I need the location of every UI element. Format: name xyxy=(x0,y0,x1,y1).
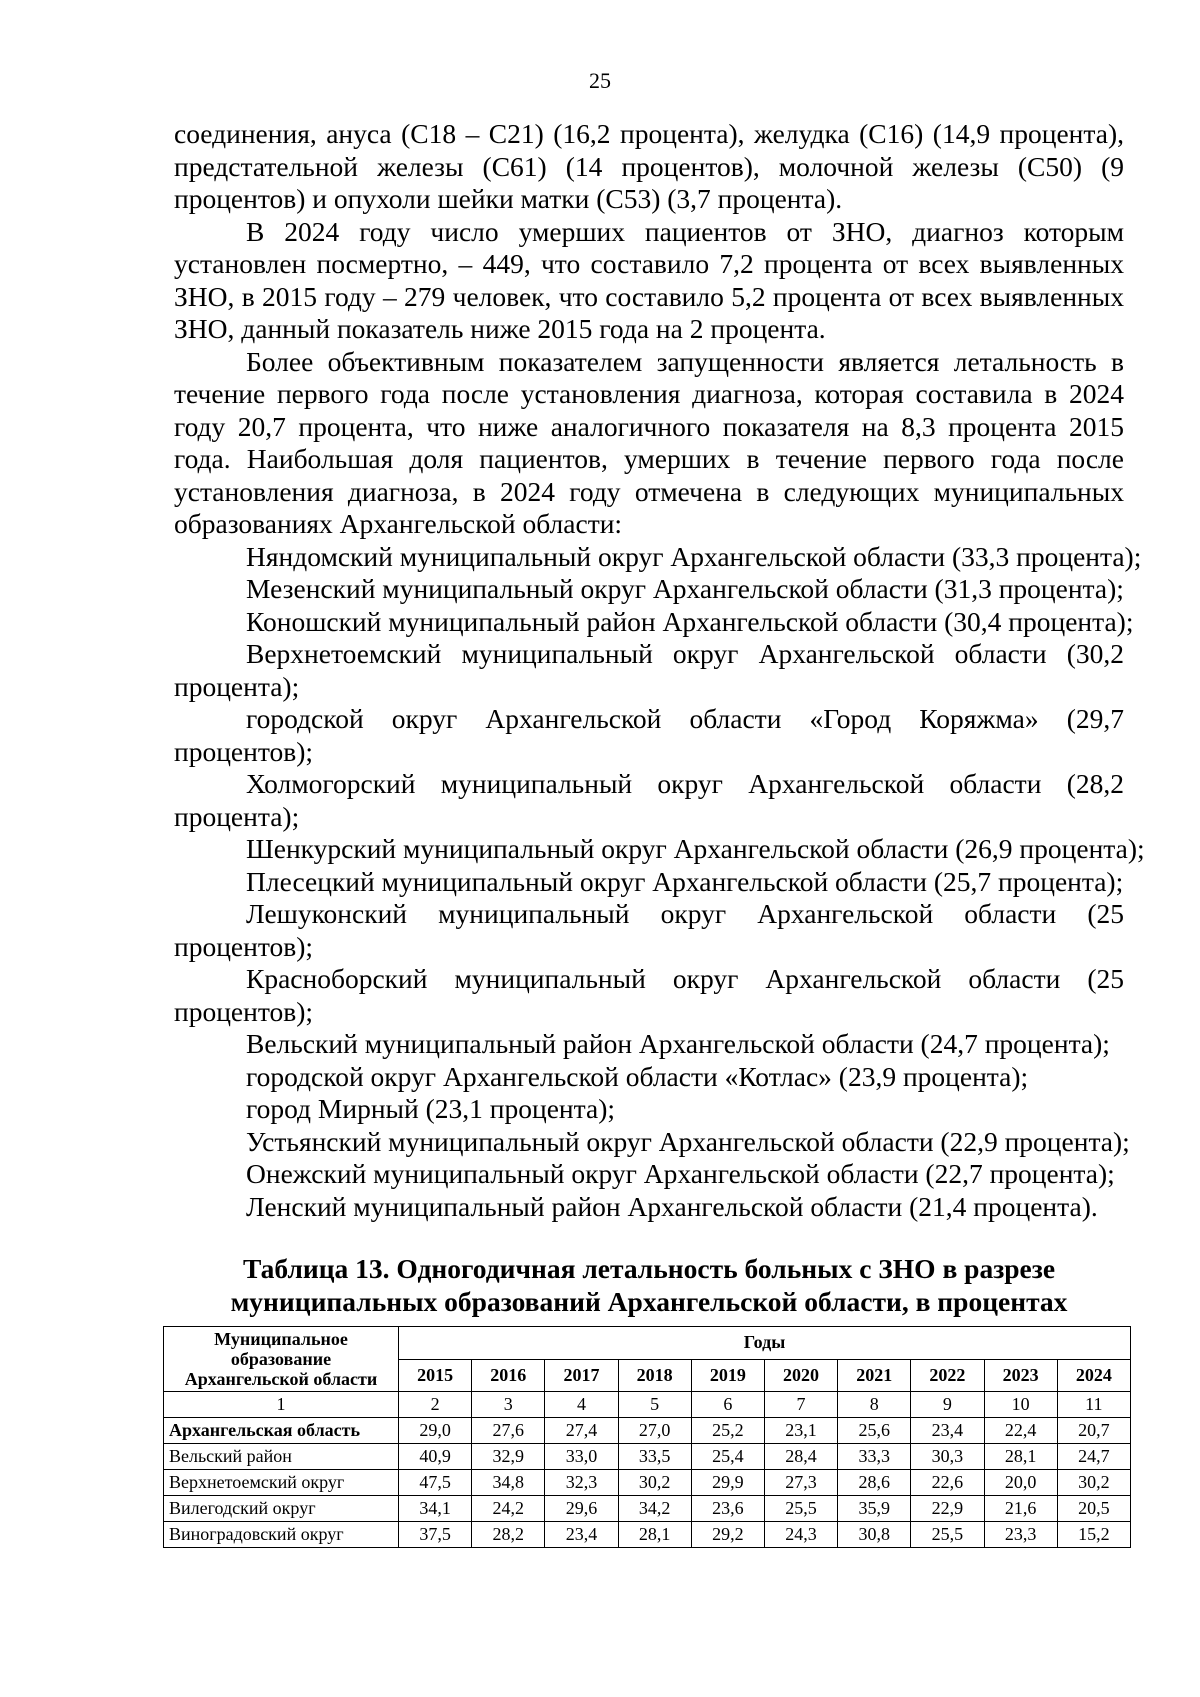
table-row xyxy=(164,1522,1131,1548)
table-cell: 23,1 xyxy=(764,1418,837,1444)
paragraph-continuation: соединения, ануса (С18 – С21) (16,2 процента), желудка (С16) (14,9 процента), предстательной железы (С61) (14 процентов), молочной железы (С50) (9 процентов) и опухоли шейки матки (С53) (3,7 процента). xyxy=(174,118,1124,214)
table-cell: 21,6 xyxy=(984,1496,1057,1522)
table-title: Таблица 13. Одногодичная летальность больных с ЗНО в разрезе муниципальных образований Архангельской области, в процентах xyxy=(230,1253,1068,1317)
table-cell: 25,2 xyxy=(691,1418,764,1444)
column-number: 10 xyxy=(984,1392,1057,1418)
table-cell: 34,1 xyxy=(399,1496,472,1522)
table-cell: 35,9 xyxy=(838,1496,911,1522)
row-label: Вилегодский округ xyxy=(164,1496,399,1522)
list-item: Вельский муниципальный район Архангельской области (24,7 процента); xyxy=(246,1028,1110,1059)
year-header: 2022 xyxy=(911,1359,984,1392)
table-row xyxy=(164,1496,1131,1522)
list-item: Плесецкий муниципальный округ Архангельской области (25,7 процента); xyxy=(246,865,1124,897)
table-cell: 28,4 xyxy=(764,1444,837,1470)
list-item: город Мирный (23,1 процента); xyxy=(246,1093,615,1124)
column-number: 9 xyxy=(911,1392,984,1418)
table-cell: 25,6 xyxy=(838,1418,911,1444)
table-cell: 25,4 xyxy=(691,1444,764,1470)
table-cell: 23,3 xyxy=(984,1522,1057,1548)
row-label: Виноградовский округ xyxy=(164,1522,399,1548)
table-cell: 27,4 xyxy=(545,1418,618,1444)
table-cell: 30,2 xyxy=(618,1470,691,1496)
table-cell: 20,5 xyxy=(1057,1496,1130,1522)
table-cell: 22,9 xyxy=(911,1496,984,1522)
table-cell: 23,6 xyxy=(691,1496,764,1522)
list-item: Устьянский муниципальный округ Архангельской области (22,9 процента); xyxy=(246,1125,1130,1157)
column-header-municipality: Муниципальное образование Архангельской области xyxy=(164,1327,399,1392)
table-cell: 27,6 xyxy=(472,1418,545,1444)
list-item: городской округ Архангельской области «Котлас» (23,9 процента); xyxy=(246,1060,1029,1092)
year-header: 2024 xyxy=(1057,1359,1130,1392)
table-cell: 28,1 xyxy=(618,1522,691,1548)
table-cell: 27,3 xyxy=(764,1470,837,1496)
list-item: Няндомский муниципальный округ Архангельской области (33,3 процента); xyxy=(246,540,1142,572)
column-number: 5 xyxy=(618,1392,691,1418)
table-cell: 20,7 xyxy=(1057,1418,1130,1444)
column-number: 11 xyxy=(1057,1392,1130,1418)
table-cell: 33,5 xyxy=(618,1444,691,1470)
document-body xyxy=(174,118,1145,1223)
row-label: Верхнетоемский округ xyxy=(164,1470,399,1496)
table-cell: 29,9 xyxy=(691,1470,764,1496)
column-number: 4 xyxy=(545,1392,618,1418)
column-number: 7 xyxy=(764,1392,837,1418)
table-cell: 32,3 xyxy=(545,1470,618,1496)
list-item: Холмогорский муниципальный округ Архангельской области (28,2 процента); xyxy=(174,768,1124,832)
column-header-years: Годы xyxy=(399,1327,1131,1360)
column-number: 8 xyxy=(838,1392,911,1418)
table-cell: 29,2 xyxy=(691,1522,764,1548)
table-cell: 30,8 xyxy=(838,1522,911,1548)
list-item: Шенкурский муниципальный округ Архангельской области (26,9 процента); xyxy=(246,833,1145,864)
year-header: 2020 xyxy=(764,1359,837,1392)
table-cell: 47,5 xyxy=(399,1470,472,1496)
table-cell: 25,5 xyxy=(764,1496,837,1522)
year-header: 2019 xyxy=(691,1359,764,1392)
table-cell: 20,0 xyxy=(984,1470,1057,1496)
list-item: Красноборский муниципальный округ Архангельской области (25 процентов); xyxy=(174,963,1124,1027)
table-cell: 29,0 xyxy=(399,1418,472,1444)
table-cell: 34,2 xyxy=(618,1496,691,1522)
list-item: Онежский муниципальный округ Архангельской области (22,7 процента); xyxy=(246,1158,1115,1189)
table-row xyxy=(164,1470,1131,1496)
page-number: 25 xyxy=(589,68,611,93)
table-cell: 24,3 xyxy=(764,1522,837,1548)
table-cell: 24,7 xyxy=(1057,1444,1130,1470)
table-cell: 40,9 xyxy=(399,1444,472,1470)
table-cell: 28,2 xyxy=(472,1522,545,1548)
column-number: 2 xyxy=(399,1392,472,1418)
table-cell: 28,6 xyxy=(838,1470,911,1496)
table-cell: 29,6 xyxy=(545,1496,618,1522)
column-number: 3 xyxy=(472,1392,545,1418)
table-row xyxy=(164,1444,1131,1470)
year-header: 2016 xyxy=(472,1359,545,1392)
table-cell: 24,2 xyxy=(472,1496,545,1522)
paragraph-posthumous-diagnosis: В 2024 году число умерших пациентов от ЗНО, диагноз которым установлен посмертно, – 449, что составило 7,2 процента от всех выявленных ЗНО, в 2015 году – 279 человек, что составило 5,2 процента от всех выявленных ЗНО, данный показатель ниже 2015 года на 2 процента. xyxy=(174,215,1124,344)
table-cell: 33,0 xyxy=(545,1444,618,1470)
list-item: Мезенский муниципальный округ Архангельской области (31,3 процента); xyxy=(246,573,1124,604)
paragraph-one-year-mortality: Более объективным показателем запущенности является летальность в течение первого года после установления диагноза, которая составила в 2024 году 20,7 процента, что ниже аналогичного показателя на 8,3 процента 2015 года. Наибольшая доля пациентов, умерших в течение первого года после установления диагноза, в 2024 году отмечена в следующих муниципальных образованиях Архангельской области: xyxy=(174,345,1124,539)
list-item: Лешуконский муниципальный округ Архангельской области (25 процентов); xyxy=(174,898,1124,962)
table-row xyxy=(164,1418,1131,1444)
table-cell: 28,1 xyxy=(984,1444,1057,1470)
year-header: 2023 xyxy=(984,1359,1057,1392)
list-item: городской округ Архангельской области «Город Коряжма» (29,7 процентов); xyxy=(174,703,1124,767)
year-header: 2015 xyxy=(399,1359,472,1392)
municipality-list xyxy=(174,540,1145,1224)
table-cell: 33,3 xyxy=(838,1444,911,1470)
list-item: Верхнетоемский муниципальный округ Архангельской области (30,2 процента); xyxy=(174,638,1124,702)
mortality-table xyxy=(163,1326,1131,1548)
table-cell: 37,5 xyxy=(399,1522,472,1548)
row-label: Вельский район xyxy=(164,1444,399,1470)
table-cell: 30,3 xyxy=(911,1444,984,1470)
table-cell: 22,6 xyxy=(911,1470,984,1496)
year-header: 2017 xyxy=(545,1359,618,1392)
list-item: Ленский муниципальный район Архангельской области (21,4 процента). xyxy=(246,1190,1098,1222)
row-label: Архангельская область xyxy=(164,1418,399,1444)
year-header: 2021 xyxy=(838,1359,911,1392)
table-cell: 34,8 xyxy=(472,1470,545,1496)
list-item: Коношский муниципальный район Архангельской области (30,4 процента); xyxy=(246,605,1134,637)
column-number-row xyxy=(164,1392,1131,1418)
column-number: 6 xyxy=(691,1392,764,1418)
table-cell: 32,9 xyxy=(472,1444,545,1470)
table-cell: 27,0 xyxy=(618,1418,691,1444)
table-cell: 30,2 xyxy=(1057,1470,1130,1496)
table-cell: 15,2 xyxy=(1057,1522,1130,1548)
table-cell: 25,5 xyxy=(911,1522,984,1548)
table-cell: 23,4 xyxy=(911,1418,984,1444)
table-cell: 22,4 xyxy=(984,1418,1057,1444)
column-number: 1 xyxy=(164,1392,399,1418)
table-cell: 23,4 xyxy=(545,1522,618,1548)
year-header: 2018 xyxy=(618,1359,691,1392)
